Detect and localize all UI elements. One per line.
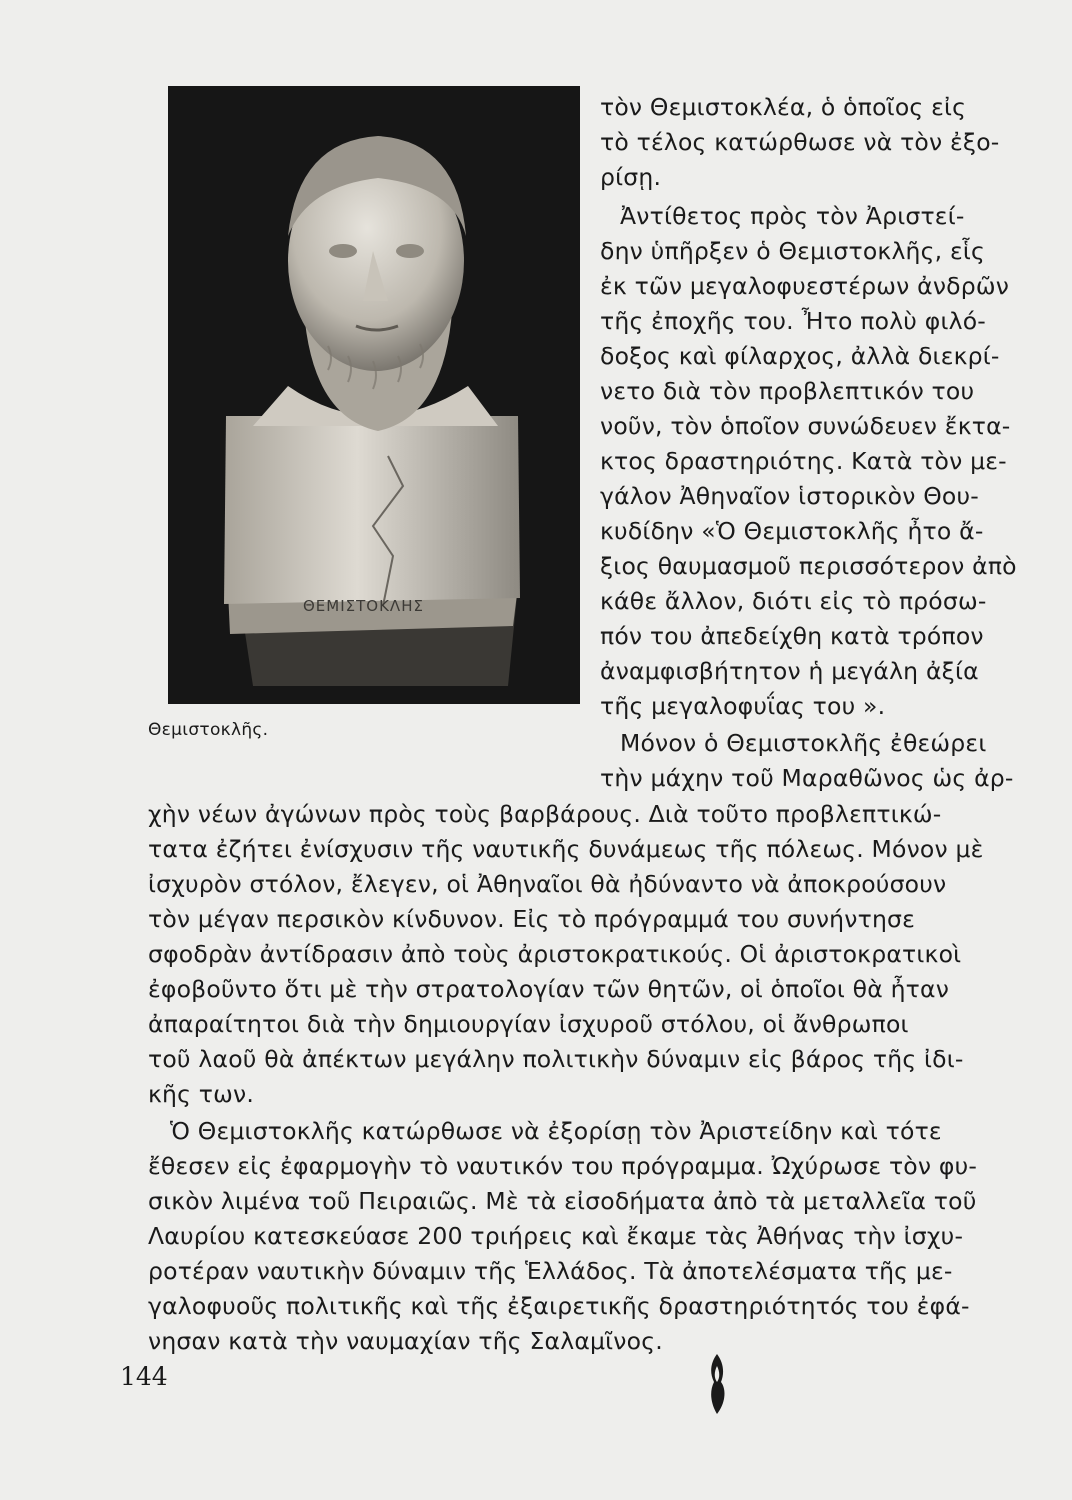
text-line: κῆς των.	[148, 1080, 255, 1108]
text-line: χὴν νέων ἀγώνων πρὸς τοὺς βαρβάρους. Διὰ τοῦτο προβλεπτικώ-	[148, 800, 942, 828]
page-number: 144	[120, 1362, 168, 1391]
text-line: κυδίδην «Ὁ Θεμιστοκλῆς ἦτο ἄ-	[600, 517, 984, 545]
text-line: σικὸν λιμένα τοῦ Πειραιῶς. Μὲ τὰ εἰσοδήματα ἀπὸ τὰ μεταλλεῖα τοῦ	[148, 1187, 977, 1215]
text-line: τατα ἐζήτει ἐνίσχυσιν τῆς ναυτικῆς δυνάμεως τῆς πόλεως. Μόνον μὲ	[148, 835, 984, 863]
text-line: πόν του ἀπεδείχθη κατὰ τρόπον	[600, 622, 984, 650]
text-line: ἀναμφισβήτητον ἡ μεγάλη ἀξία	[600, 657, 979, 685]
themistocles-bust-photo	[168, 86, 580, 704]
text-line: γαλοφυοῦς πολιτικῆς καὶ τῆς ἐξαιρετικῆς δραστηριότητός του ἐφά-	[148, 1292, 970, 1320]
text-line: δην ὑπῆρξεν ὁ Θεμιστοκλῆς, εἷς	[600, 237, 986, 265]
text-line: Μόνον ὁ Θεμιστοκλῆς ἐθεώρει	[620, 729, 987, 757]
text-line: γάλον Ἀθηναῖον ἱστορικὸν Θου-	[600, 482, 979, 510]
bust-illustration	[168, 86, 580, 704]
text-line: τὸ τέλος κατώρθωσε νὰ τὸν ἐξο-	[600, 128, 1000, 156]
ornament-icon	[705, 1352, 729, 1416]
figure-caption: Θεμιστοκλῆς.	[148, 720, 269, 740]
text-line: νετο διὰ τὸν προβλεπτικόν του	[600, 377, 975, 405]
text-line: ἐφοβοῦντο ὅτι μὲ τὴν στρατολογίαν τῶν θητῶν, οἱ ὁποῖοι θὰ ἦταν	[148, 975, 950, 1003]
text-line: σφοδρὰν ἀντίδρασιν ἀπὸ τοὺς ἀριστοκρατικούς. Οἱ ἀριστοκρατικοὶ	[148, 940, 962, 968]
text-line: τὸν μέγαν περσικὸν κίνδυνον. Εἰς τὸ πρόγραμμά του συνήντησε	[148, 905, 916, 933]
text-line: τὸν Θεμιστοκλέα, ὁ ὁποῖος εἰς	[600, 93, 967, 121]
text-line: τὴν μάχην τοῦ Μαραθῶνος ὡς ἀρ-	[600, 764, 1014, 792]
text-line: ρίσῃ.	[600, 163, 662, 191]
text-line: νοῦν, τὸν ὁποῖον συνώδευεν ἔκτα-	[600, 412, 1011, 440]
text-line: νησαν κατὰ τὴν ναυμαχίαν τῆς Σαλαμῖνος.	[148, 1327, 663, 1355]
text-line: τῆς ἐποχῆς του. Ἦτο πολὺ φιλό-	[600, 307, 986, 335]
text-line: ἀπαραίτητοι διὰ τὴν δημιουργίαν ἰσχυροῦ στόλου, οἱ ἄνθρωποι	[148, 1010, 909, 1038]
text-line: ἐκ τῶν μεγαλοφυεστέρων ἀνδρῶν	[600, 272, 1010, 300]
text-line: ροτέραν ναυτικὴν δύναμιν τῆς Ἑλλάδος. Τὰ ἀποτελέσματα τῆς με-	[148, 1257, 953, 1285]
text-line: δοξος καὶ φίλαρχος, ἀλλὰ διεκρί-	[600, 342, 1000, 370]
text-line: ἔθεσεν εἰς ἐφαρμογὴν τὸ ναυτικόν του πρόγραμμα. Ὠχύρωσε τὸν φυ-	[148, 1152, 978, 1180]
text-line: Λαυρίου κατεσκεύασε 200 τριήρεις καὶ ἔκαμε τὰς Ἀθήνας τὴν ἰσχυ-	[148, 1222, 964, 1250]
text-line: ἰσχυρὸν στόλον, ἔλεγεν, οἱ Ἀθηναῖοι θὰ ἠδύναντο νὰ ἀποκρούσουν	[148, 870, 947, 898]
text-line: κτος δραστηριότης. Κατὰ τὸν με-	[600, 447, 1007, 475]
text-line: τῆς μεγαλοφυΐας του ».	[600, 692, 886, 720]
bust-inscription: ΘΕΜΙΣΤΟΚΛΗΣ	[303, 597, 424, 615]
text-line: Ὁ Θεμιστοκλῆς κατώρθωσε νὰ ἐξορίσῃ τὸν Ἀριστείδην καὶ τότε	[170, 1117, 942, 1145]
text-line: ξιος θαυμασμοῦ περισσότερον ἀπὸ	[600, 552, 1017, 580]
text-line: τοῦ λαοῦ θὰ ἀπέκτων μεγάλην πολιτικὴν δύναμιν εἰς βάρος τῆς ἰδι-	[148, 1045, 964, 1073]
text-line: κάθε ἄλλον, διότι εἰς τὸ πρόσω-	[600, 587, 987, 615]
text-line: Ἀντίθετος πρὸς τὸν Ἀριστεί-	[620, 202, 965, 230]
